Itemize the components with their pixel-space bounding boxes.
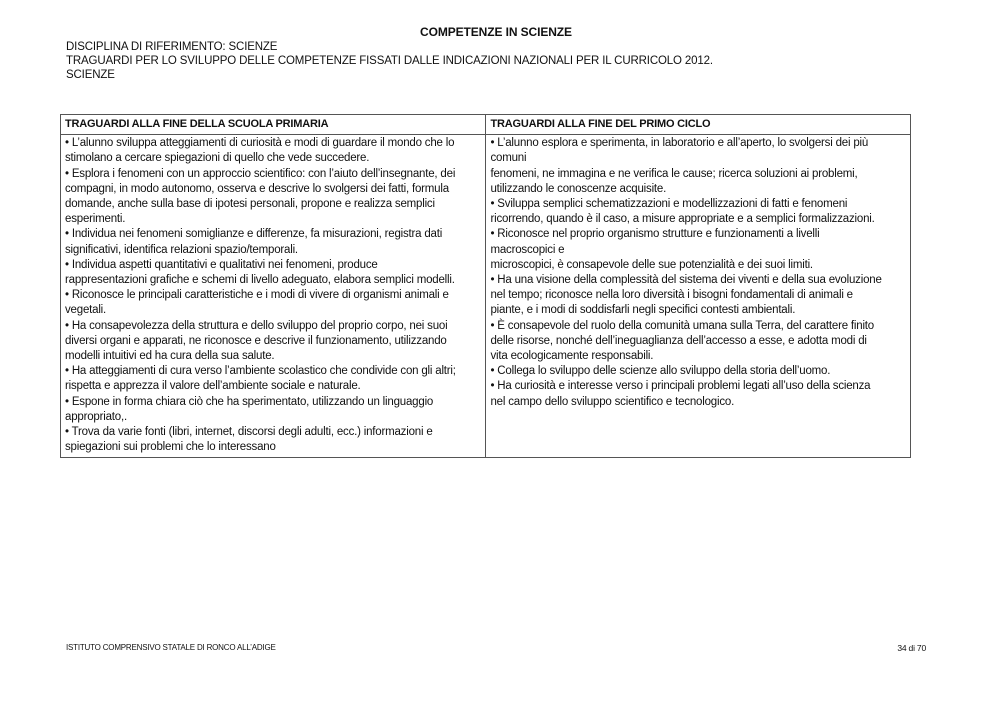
goal-line: • L’alunno sviluppa atteggiamenti di curiosità e modi di guardare il mondo che lo bbox=[65, 137, 455, 150]
goal-line: • Ha curiosità e interesse verso i principali problemi legati all’uso della scienza bbox=[490, 380, 871, 393]
goal-line: nel campo dello sviluppo scientifico e tecnologico. bbox=[490, 395, 735, 408]
document-title: COMPETENZE IN SCIENZE bbox=[420, 25, 572, 39]
header-first-cycle: TRAGUARDI ALLA FINE DEL PRIMO CICLO bbox=[486, 115, 911, 135]
goal-line: vita ecologicamente responsabili. bbox=[490, 350, 654, 363]
page-number: 34 di 70 bbox=[897, 643, 926, 653]
primary-school-goals bbox=[61, 135, 486, 458]
goal-line: ricorrendo, quando è il caso, a misure appropriate e a semplici formalizzazioni. bbox=[490, 213, 875, 226]
goal-line: rispetta e apprezza il valore dell’ambiente sociale e naturale. bbox=[65, 380, 361, 393]
goal-line: macroscopici e bbox=[490, 243, 565, 256]
goal-line: • È consapevole del ruolo della comunità umana sulla Terra, del carattere finito bbox=[490, 319, 874, 332]
goal-line: rappresentazioni grafiche e schemi di livello adeguato, elabora semplici modelli. bbox=[65, 274, 455, 287]
header-subject: SCIENZE bbox=[66, 69, 115, 81]
goal-line: comuni bbox=[490, 152, 527, 165]
goal-line: • Collega lo sviluppo delle scienze allo sviluppo della storia dell’uomo. bbox=[490, 365, 831, 378]
goal-line: • Espone in forma chiara ciò che ha sperimentato, utilizzando un linguaggio bbox=[65, 395, 434, 408]
goal-line: vegetali. bbox=[65, 304, 107, 317]
goal-line: • Ha consapevolezza della struttura e dello sviluppo del proprio corpo, nei suoi bbox=[65, 319, 448, 332]
goal-line: compagni, in modo autonomo, osserva e descrive lo svolgersi dei fatti, formula bbox=[65, 182, 449, 195]
goal-line: stimolano a cercare spiegazioni di quello che vede succedere. bbox=[65, 152, 370, 165]
goal-line: • Riconosce le principali caratteristiche e i modi di vivere di organismi animali e bbox=[65, 289, 449, 302]
table-header-row bbox=[61, 115, 911, 135]
goal-line: • L’alunno esplora e sperimenta, in laboratorio e all’aperto, lo svolgersi dei più bbox=[490, 137, 869, 150]
first-cycle-goals bbox=[486, 135, 911, 458]
footer-school-name: ISTITUTO COMPRENSIVO STATALE DI RONCO ALL’ADIGE bbox=[66, 643, 276, 652]
goal-line: • Ha atteggiamenti di cura verso l’ambiente scolastico che condivide con gli altri; bbox=[65, 365, 456, 378]
goal-line: diversi organi e apparati, ne riconosce e descrive il funzionamento, utilizzando bbox=[65, 334, 447, 347]
goal-line: • Individua nei fenomeni somiglianze e differenze, fa misurazioni, registra dati bbox=[65, 228, 443, 241]
document-header bbox=[66, 40, 926, 82]
goal-line: • Sviluppa semplici schematizzazioni e modellizzazioni di fatti e fenomeni bbox=[490, 198, 848, 211]
goal-line: • Trova da varie fonti (libri, internet, discorsi degli adulti, ecc.) informazioni e bbox=[65, 426, 433, 439]
goal-line: • Esplora i fenomeni con un approccio scientifico: con l’aiuto dell’insegnante, dei bbox=[65, 167, 456, 180]
goal-line: microscopici, è consapevole delle sue potenzialità e dei suoi limiti. bbox=[490, 258, 813, 271]
goal-line: • Individua aspetti quantitativi e qualitativi nei fenomeni, produce bbox=[65, 258, 378, 271]
goal-line: • Ha una visione della complessità del sistema dei viventi e della sua evoluzione bbox=[490, 274, 882, 287]
goal-line: fenomeni, ne immagina e ne verifica le cause; ricerca soluzioni ai problemi, bbox=[490, 167, 858, 180]
header-primary-school: TRAGUARDI ALLA FINE DELLA SCUOLA PRIMARIA bbox=[61, 115, 486, 135]
goal-line: spiegazioni sui problemi che lo interessano bbox=[65, 441, 276, 454]
goal-line: significativi, identifica relazioni spazio/temporali. bbox=[65, 243, 298, 256]
goal-line: appropriato,. bbox=[65, 410, 127, 423]
goal-line: • Riconosce nel proprio organismo strutture e funzionamenti a livelli bbox=[490, 228, 820, 241]
goal-line: modelli intuitivi ed ha cura della sua salute. bbox=[65, 350, 275, 363]
competences-table bbox=[60, 114, 911, 458]
table-row bbox=[61, 135, 911, 458]
goal-line: esperimenti. bbox=[65, 213, 126, 226]
goal-line: piante, e i modi di soddisfarli negli specifici contesti ambientali. bbox=[490, 304, 796, 317]
goal-line: utilizzando le conoscenze acquisite. bbox=[490, 182, 667, 195]
goal-line: nel tempo; riconosce nella loro diversità i bisogni fondamentali di animali e bbox=[490, 289, 853, 302]
header-traguardi: TRAGUARDI PER LO SVILUPPO DELLE COMPETENZE FISSATI DALLE INDICAZIONI NAZIONALI PER IL CURRICOLO 2012. bbox=[66, 55, 713, 67]
goal-line: domande, anche sulla base di ipotesi personali, propone e realizza semplici bbox=[65, 198, 435, 211]
goal-line: delle risorse, nonché dell’ineguaglianza dell’accesso a esse, e adotta modi di bbox=[490, 334, 867, 347]
header-discipline: DISCIPLINA DI RIFERIMENTO: SCIENZE bbox=[66, 41, 278, 53]
